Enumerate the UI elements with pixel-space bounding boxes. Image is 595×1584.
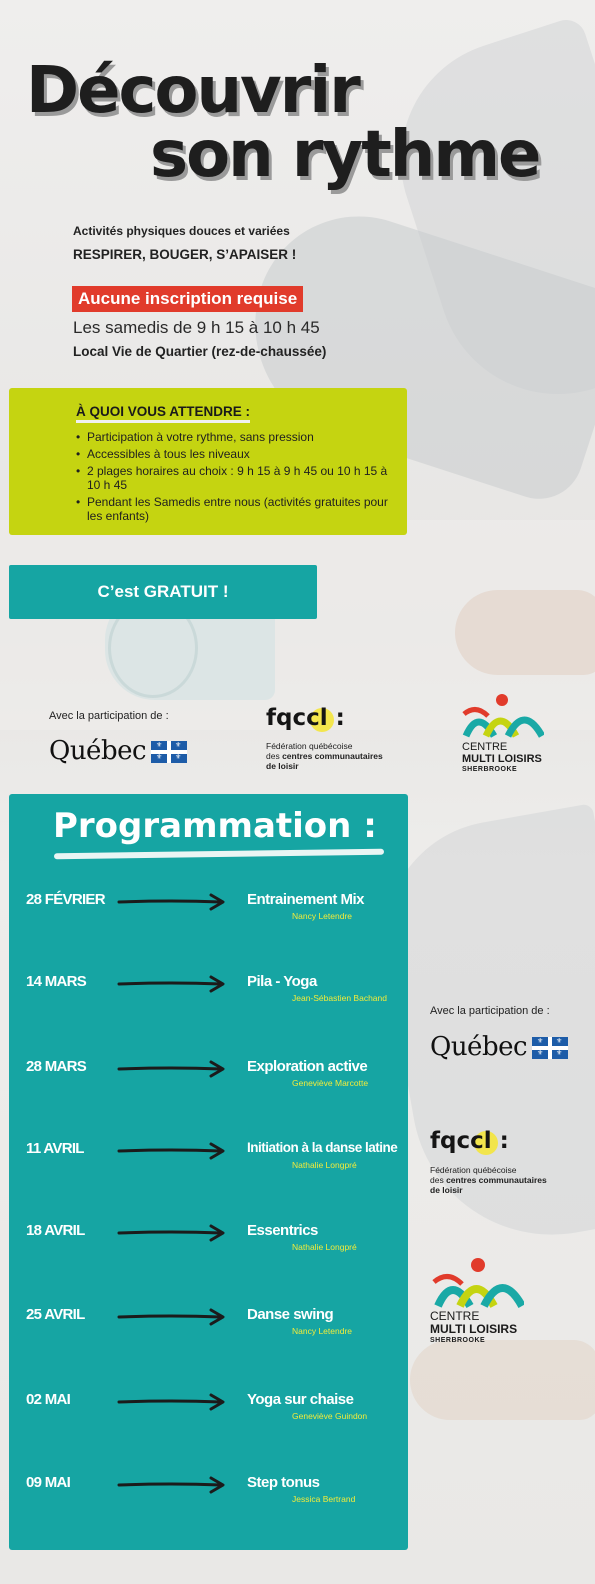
quebec-flag-icon: ⚜ ⚜ ⚜ ⚜	[532, 1037, 568, 1059]
table-row	[9, 1058, 408, 1118]
fqccl-line-bold: centres communautaires	[282, 751, 383, 761]
fqccl-name	[430, 1165, 580, 1195]
fqccl-line: de loisir	[266, 761, 299, 771]
row-date: 28 MARS	[26, 1058, 87, 1075]
row-date: 25 AVRIL	[26, 1306, 85, 1323]
subtitle: Activités physiques douces et variées	[73, 224, 290, 238]
cml-line: MULTI LOISIRS	[430, 1322, 518, 1336]
no-registration-badge: Aucune inscription requise	[72, 286, 303, 312]
table-row	[9, 1474, 408, 1534]
row-instructor: Jessica Bertrand	[292, 1494, 356, 1504]
row-instructor: Nancy Letendre	[292, 911, 353, 921]
fqccl-line: Fédération québécoise	[266, 741, 353, 751]
row-instructor: Nathalie Longpré	[292, 1160, 357, 1170]
row-date: 28 FÉVRIER	[26, 891, 105, 908]
cml-name	[462, 741, 542, 765]
list-item: • Pendant les Samedis entre nous (activités gratuites pour les enfants)	[76, 495, 396, 523]
centre-multi-loisirs-logo-icon	[430, 1256, 524, 1308]
fqccl-line-bold: centres communautaires	[446, 1175, 547, 1185]
fqccl-name	[266, 741, 416, 771]
location-text: Local Vie de Quartier (rez-de-chaussée)	[73, 344, 327, 359]
list-item: • Participation à votre rythme, sans pression	[76, 430, 396, 444]
arrow-icon	[117, 1475, 227, 1495]
table-row	[9, 891, 408, 951]
row-date: 14 MARS	[26, 973, 87, 990]
row-instructor: Nathalie Longpré	[292, 1242, 357, 1252]
row-date: 11 AVRIL	[26, 1140, 84, 1157]
row-activity: Initiation à la danse latine	[247, 1140, 398, 1155]
background-foot	[455, 590, 595, 675]
row-activity: Entrainement Mix	[247, 891, 365, 908]
row-instructor: Geneviève Guindon	[292, 1411, 368, 1421]
row-date: 18 AVRIL	[26, 1222, 85, 1239]
table-row	[9, 1306, 408, 1366]
row-activity: Yoga sur chaise	[247, 1391, 354, 1408]
quebec-logo: Québec	[49, 736, 147, 766]
arrow-icon	[117, 1307, 227, 1327]
row-activity: Danse swing	[247, 1306, 334, 1323]
schedule-text: Les samedis de 9 h 15 à 10 h 45	[73, 318, 320, 337]
title-underline	[54, 849, 384, 860]
centre-multi-loisirs-logo-icon	[458, 692, 544, 738]
list-item: • Accessibles à tous les niveaux	[76, 447, 396, 461]
row-instructor: Nancy Letendre	[292, 1326, 353, 1336]
cml-line: CENTRE	[462, 741, 508, 753]
fqccl-logo: fqccl :	[266, 705, 345, 731]
arrow-icon	[117, 892, 227, 912]
background-foot	[410, 1340, 595, 1420]
row-activity: Essentrics	[247, 1222, 318, 1239]
partners-label: Avec la participation de :	[49, 710, 169, 722]
fqccl-line: Fédération québécoise	[430, 1165, 517, 1175]
arrow-icon	[117, 1059, 227, 1079]
cml-name	[430, 1310, 517, 1336]
row-activity: Exploration active	[247, 1058, 368, 1075]
fqccl-logo: fqccl :	[430, 1128, 509, 1154]
title-line-2: son rythme	[150, 118, 540, 192]
arrow-icon	[117, 1141, 227, 1161]
quebec-flag-icon: ⚜ ⚜ ⚜ ⚜	[151, 741, 187, 763]
table-row	[9, 1222, 408, 1282]
arrow-icon	[117, 1392, 227, 1412]
quebec-logo: Québec	[430, 1032, 528, 1062]
arrow-icon	[117, 974, 227, 994]
fqccl-line: de loisir	[430, 1185, 463, 1195]
partners-label: Avec la participation de :	[430, 1005, 550, 1017]
fqccl-line-text: des	[266, 751, 283, 761]
row-activity: Step tonus	[247, 1474, 320, 1491]
free-banner: C’est GRATUIT !	[9, 565, 317, 619]
program-panel	[9, 794, 408, 1550]
tagline: RESPIRER, BOUGER, S’APAISER !	[73, 247, 297, 262]
row-date: 09 MAI	[26, 1474, 71, 1491]
title-line-1: Découvrir	[26, 54, 359, 128]
table-row	[9, 973, 408, 1033]
row-activity: Pila - Yoga	[247, 973, 317, 990]
table-row	[9, 1391, 408, 1451]
expectations-list	[76, 430, 396, 526]
cml-city: SHERBROOKE	[430, 1337, 486, 1344]
expectations-panel	[9, 388, 407, 535]
expectations-heading: À QUOI VOUS ATTENDRE :	[76, 404, 250, 423]
fqccl-line	[430, 1175, 580, 1185]
cml-city: SHERBROOKE	[462, 766, 518, 773]
row-instructor: Geneviève Marcotte	[292, 1078, 369, 1088]
fqccl-line	[266, 751, 416, 761]
list-item: • 2 plages horaires au choix : 9 h 15 à 9 h 45 ou 10 h 15 à 10 h 45	[76, 464, 396, 492]
row-instructor: Jean-Sébastien Bachand	[292, 993, 387, 1003]
arrow-icon	[117, 1223, 227, 1243]
cml-line: MULTI LOISIRS	[462, 753, 542, 765]
cml-line: CENTRE	[430, 1309, 480, 1323]
row-date: 02 MAI	[26, 1391, 71, 1408]
program-title: Programmation :	[53, 806, 377, 846]
fqccl-line-text: des	[430, 1175, 447, 1185]
table-row	[9, 1140, 408, 1200]
